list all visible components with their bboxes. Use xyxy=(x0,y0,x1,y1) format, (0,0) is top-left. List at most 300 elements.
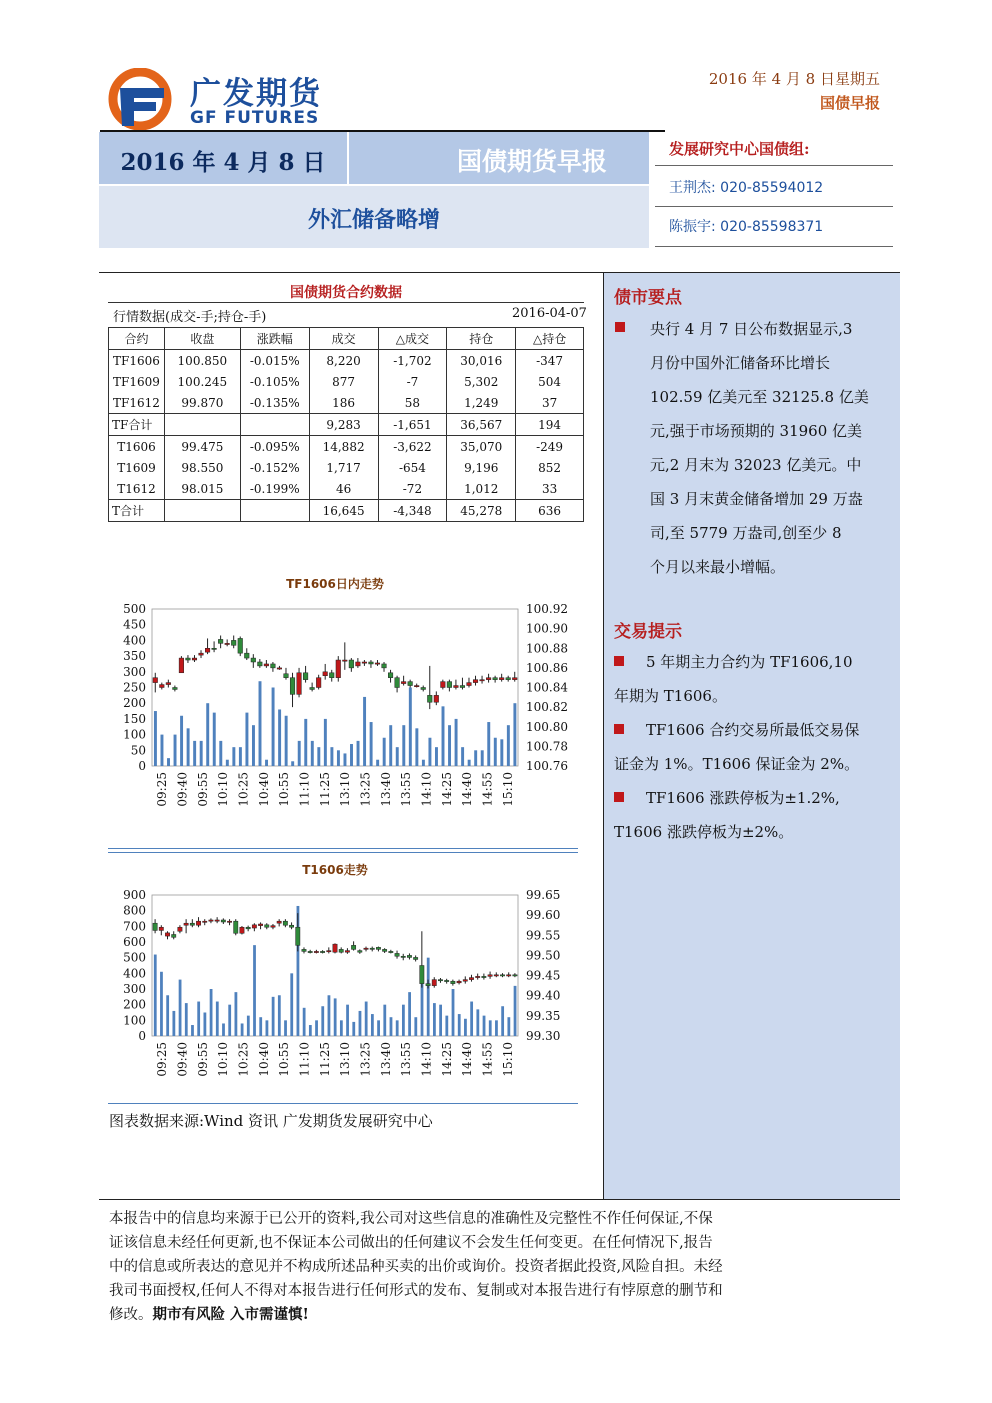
candle-up xyxy=(297,673,302,695)
tip-line: 证金为 1%。T1606 保证金为 2%。 xyxy=(614,755,860,773)
table-cell: 14,882 xyxy=(309,436,378,458)
y-right-tick: 99.60 xyxy=(526,908,561,923)
volume-bar xyxy=(203,1013,206,1037)
table-row xyxy=(109,392,584,414)
volume-bar xyxy=(219,741,222,766)
table-cell: TF合计 xyxy=(109,414,165,436)
table-cell: 16,645 xyxy=(309,500,378,522)
logo-en: GF FUTURES xyxy=(190,108,320,128)
volume-bar xyxy=(172,1011,175,1036)
table-cell: 35,070 xyxy=(447,436,516,458)
table-cell: 58 xyxy=(378,392,447,414)
volume-bar xyxy=(154,955,157,1036)
volume-bar xyxy=(501,1006,504,1036)
candle-down xyxy=(451,981,455,983)
volume-bar xyxy=(213,713,216,766)
table-cell: -0.095% xyxy=(240,436,309,458)
candle-up xyxy=(199,653,204,655)
candle-down xyxy=(283,921,287,925)
volume-bar xyxy=(180,716,183,766)
volume-bar xyxy=(304,719,307,766)
table-cell: -0.105% xyxy=(240,371,309,392)
table-row xyxy=(109,414,584,436)
volume-bar xyxy=(317,747,320,766)
volume-bar xyxy=(514,986,517,1036)
table-cell: -3,622 xyxy=(378,436,447,458)
candle-down xyxy=(426,984,430,986)
table-cell: -0.199% xyxy=(240,478,309,500)
tip-line xyxy=(614,713,896,747)
table-cell: 5,302 xyxy=(447,371,516,392)
table-cell: -0.015% xyxy=(240,350,309,372)
y-right-tick: 99.65 xyxy=(526,888,561,902)
volume-bar xyxy=(206,703,209,766)
volume-bar xyxy=(495,1020,498,1036)
x-tick: 13:25 xyxy=(358,772,373,807)
candle-up xyxy=(333,944,337,952)
volume-bar xyxy=(235,992,238,1036)
volume-bar xyxy=(376,760,379,766)
candle-up xyxy=(499,678,504,680)
table-title: 国债期货合约数据 xyxy=(290,285,402,301)
y-right-tick: 100.82 xyxy=(526,700,568,715)
chart1-frame xyxy=(108,566,578,834)
team-rule-1 xyxy=(655,165,893,166)
table-cell: 9,196 xyxy=(447,457,516,478)
x-tick: 09:40 xyxy=(175,772,190,807)
table-cell: 36,567 xyxy=(447,414,516,436)
header-date: 2016 年 4 月 8 日星期五 xyxy=(708,70,880,88)
candle-up xyxy=(166,683,171,685)
disclaimer-line: 我司书面授权,任何人不得对本报告进行任何形式的发布、复制或对本报告进行有悖原意的删节和 xyxy=(109,1283,723,1299)
tip-line: T1606 涨跌停板为±2%。 xyxy=(614,823,794,841)
table-wrap xyxy=(108,327,584,522)
candle-down xyxy=(460,686,465,688)
candle-down xyxy=(407,955,411,957)
volume-bar xyxy=(309,1025,312,1036)
y-right-tick: 99.35 xyxy=(526,1008,561,1023)
candle-up xyxy=(401,682,406,684)
candle-down xyxy=(376,947,380,949)
candle-down xyxy=(218,639,223,643)
banner-date: 2016 年 4 月 8 日 xyxy=(120,149,326,176)
x-tick: 10:55 xyxy=(277,772,292,807)
table-cell: 99.870 xyxy=(164,392,240,414)
volume-bar xyxy=(259,681,262,766)
volume-bar xyxy=(193,741,196,766)
volume-bar xyxy=(352,1022,355,1036)
volume-bar xyxy=(241,1023,244,1036)
volume-bar xyxy=(396,747,399,766)
table-row xyxy=(109,371,584,392)
y-right-tick: 100.78 xyxy=(526,739,568,754)
x-tick: 15:10 xyxy=(500,1042,515,1077)
x-tick: 11:25 xyxy=(317,772,332,807)
volume-bar xyxy=(428,738,431,766)
table-cell: 186 xyxy=(309,392,378,414)
candle-down xyxy=(413,957,417,959)
candle-down xyxy=(408,682,413,686)
y-right-tick: 99.55 xyxy=(526,928,561,943)
candle-up xyxy=(345,951,349,953)
volume-bar xyxy=(167,758,170,766)
table-header-cell: △成交 xyxy=(378,328,447,350)
candle-up xyxy=(277,668,282,669)
candle-up xyxy=(457,981,461,983)
volume-bar xyxy=(278,995,281,1036)
candle-up xyxy=(467,683,472,686)
x-tick: 11:10 xyxy=(297,772,312,807)
candle-down xyxy=(310,688,315,690)
table-row xyxy=(109,436,584,458)
candle-down xyxy=(482,976,486,977)
candle-down xyxy=(246,927,250,929)
candle-down xyxy=(444,980,448,981)
candle-down xyxy=(186,658,191,660)
team-rule-2 xyxy=(655,206,893,207)
table-cell: TF1606 xyxy=(109,350,165,372)
candle-down xyxy=(382,664,387,668)
volume-bar xyxy=(160,735,163,766)
candle-down xyxy=(290,678,295,695)
table-header-cell: △持仓 xyxy=(516,328,584,350)
banner-title: 国债期货早报 xyxy=(456,147,607,176)
volume-bar xyxy=(415,728,418,766)
candle-down xyxy=(303,673,308,680)
y-left-tick: 700 xyxy=(123,919,146,934)
volume-bar xyxy=(334,998,337,1036)
table-cell: 98.550 xyxy=(164,457,240,478)
volume-bar xyxy=(468,760,471,766)
table-cell: 33 xyxy=(516,478,584,500)
candle-down xyxy=(506,678,511,680)
candle-down xyxy=(172,934,176,937)
candle-up xyxy=(356,662,361,666)
candle-down xyxy=(351,945,355,949)
volume-bar xyxy=(435,747,438,766)
table-caption: 行情数据(成交-手;持仓-手) xyxy=(113,310,267,325)
candle-down xyxy=(369,662,374,664)
logo-cn: 广发期货 xyxy=(190,76,322,112)
candle-up xyxy=(476,976,480,977)
x-tick: 11:25 xyxy=(317,1042,332,1077)
x-tick: 14:25 xyxy=(439,772,454,807)
candle-up xyxy=(480,680,485,681)
table-title-rule xyxy=(108,302,584,303)
section1-bullet xyxy=(615,322,625,332)
volume-bar xyxy=(210,989,213,1036)
table-cell: 194 xyxy=(516,414,584,436)
y-right-tick: 100.80 xyxy=(526,719,568,734)
candle-down xyxy=(339,949,343,952)
volume-bar xyxy=(427,958,430,1036)
volume-bar xyxy=(239,747,242,766)
section1-body xyxy=(650,312,895,584)
volume-bar xyxy=(265,760,268,766)
table-cell: 852 xyxy=(516,457,584,478)
x-tick: 14:55 xyxy=(480,1042,495,1077)
table-row xyxy=(109,500,584,522)
banner-subtitle: 外汇储备略增 xyxy=(307,207,440,233)
volume-bar xyxy=(252,725,255,766)
volume-bar xyxy=(452,989,455,1036)
table-cell: T1606 xyxy=(109,436,165,458)
candle-down xyxy=(173,688,178,690)
volume-bar xyxy=(346,1005,349,1036)
table-cell: 1,249 xyxy=(447,392,516,414)
analyst-2: 陈振宇: 020-85598371 xyxy=(669,219,824,235)
candle-up xyxy=(441,682,446,688)
candle-down xyxy=(153,923,157,930)
volume-bar xyxy=(284,1020,287,1036)
y-left-tick: 800 xyxy=(123,903,146,918)
volume-bar xyxy=(272,688,275,767)
y-left-tick: 500 xyxy=(123,950,146,965)
x-tick: 09:25 xyxy=(155,772,170,807)
candle-up xyxy=(486,678,491,680)
volume-bar xyxy=(402,1005,405,1036)
x-tick: 10:10 xyxy=(216,1042,231,1077)
table-cell: 877 xyxy=(309,371,378,392)
volume-bar xyxy=(439,1005,442,1036)
candle-up xyxy=(215,920,219,921)
disclaimer-line: 本报告中的信息均来源于已公开的资料,我公司对这些信息的准确性及完整性不作任何保证,不保 xyxy=(109,1211,713,1227)
candle-up xyxy=(225,643,230,644)
y-right-tick: 100.76 xyxy=(526,759,568,773)
candle-down xyxy=(320,951,324,952)
candle-up xyxy=(196,921,200,925)
y-left-tick: 300 xyxy=(123,664,146,679)
y-left-tick: 250 xyxy=(123,680,146,695)
candle-down xyxy=(234,921,238,933)
candle-down xyxy=(382,949,386,951)
candle-up xyxy=(205,648,210,652)
header-report-type: 国债早报 xyxy=(819,94,880,112)
volume-bar xyxy=(448,725,451,766)
candle-up xyxy=(507,975,511,976)
disclaimer-line: 中的信息或所表达的意见并不构成所述品种买卖的出价或询价。投资者据此投资,风险自担。未经 xyxy=(109,1259,723,1275)
volume-bar xyxy=(445,1016,448,1036)
volume-bar xyxy=(464,1019,467,1036)
candle-up xyxy=(178,927,182,931)
bullet-icon xyxy=(614,792,624,802)
candle-down xyxy=(500,975,504,976)
volume-bar xyxy=(298,741,301,766)
x-tick: 10:10 xyxy=(216,772,231,807)
y-left-tick: 200 xyxy=(123,696,146,711)
y-right-tick: 100.84 xyxy=(526,680,568,695)
candle-up xyxy=(159,927,163,930)
tip-text: TF1606 合约交易所最低交易保 xyxy=(646,721,860,739)
volume-bar xyxy=(245,713,248,766)
volume-bar xyxy=(337,750,340,766)
y-left-tick: 900 xyxy=(123,888,146,902)
candle-up xyxy=(314,951,318,952)
volume-bar xyxy=(350,744,353,766)
volume-bar xyxy=(458,1014,461,1036)
y-right-tick: 100.90 xyxy=(526,621,568,636)
volume-bar xyxy=(216,1002,219,1036)
candle-down xyxy=(513,975,517,976)
tf1606-chart xyxy=(108,566,578,834)
volume-bar xyxy=(363,697,366,766)
table-cell: -72 xyxy=(378,478,447,500)
table-cell xyxy=(164,500,240,522)
section1-line: 元,强于市场预期的 31960 亿美 xyxy=(650,422,863,440)
table-cell: -347 xyxy=(516,350,584,372)
x-tick: 13:40 xyxy=(378,1042,393,1077)
volume-bar xyxy=(370,722,373,766)
candle-down xyxy=(244,653,249,658)
volume-bar xyxy=(179,980,182,1036)
y-left-tick: 50 xyxy=(130,743,146,758)
x-tick: 14:10 xyxy=(419,1042,434,1077)
y-left-tick: 100 xyxy=(123,727,146,742)
candle-down xyxy=(308,951,312,952)
tip-line xyxy=(614,781,896,815)
volume-bar xyxy=(470,1002,473,1036)
candle-down xyxy=(388,673,393,678)
volume-bar xyxy=(377,1020,380,1036)
table-header-cell: 涨跌幅 xyxy=(240,328,309,350)
candle-up xyxy=(434,695,439,702)
disclaimer-last-prefix: 修改。 xyxy=(109,1307,153,1323)
y-left-tick: 100 xyxy=(123,1013,146,1028)
volume-bar xyxy=(481,750,484,766)
y-left-tick: 0 xyxy=(138,759,146,773)
table-cell: 46 xyxy=(309,478,378,500)
table-cell: 8,220 xyxy=(309,350,378,372)
y-left-tick: 450 xyxy=(123,617,146,632)
candle-up xyxy=(240,927,244,933)
volume-bar xyxy=(487,722,490,766)
candle-down xyxy=(493,678,498,680)
analyst-1: 王荆杰: 020-85594012 xyxy=(669,180,824,196)
volume-bar xyxy=(408,992,411,1036)
y-left-tick: 0 xyxy=(138,1029,146,1043)
table-header-row xyxy=(109,328,584,350)
candle-down xyxy=(289,925,293,927)
table-header-cell: 持仓 xyxy=(447,328,516,350)
y-left-tick: 300 xyxy=(123,982,146,996)
candle-down xyxy=(427,695,432,702)
candle-down xyxy=(251,658,256,662)
table-cell: 636 xyxy=(516,500,584,522)
main-bottom-rule xyxy=(99,1199,900,1200)
disclaimer-line: 证该信息未经任何更新,也不保证本公司做出的任何建议不会发生任何变更。在任何情况下,报告 xyxy=(109,1235,713,1251)
volume-bar xyxy=(396,1020,399,1036)
table-cell: -249 xyxy=(516,436,584,458)
candle-up xyxy=(165,933,169,936)
x-tick: 13:25 xyxy=(358,1042,373,1077)
candle-down xyxy=(265,925,269,927)
candle-up xyxy=(277,921,281,923)
volume-bar xyxy=(330,747,333,766)
volume-bar xyxy=(311,741,314,766)
table-cell: 1,717 xyxy=(309,457,378,478)
candle-up xyxy=(153,678,158,683)
table-cell: 1,012 xyxy=(447,478,516,500)
x-tick: 14:10 xyxy=(419,772,434,807)
section1-line: 102.59 亿美元至 32125.8 亿美 xyxy=(650,388,869,406)
candle-up xyxy=(343,660,348,661)
x-tick: 09:55 xyxy=(195,1042,210,1077)
table-cell: 100.245 xyxy=(164,371,240,392)
volume-bar xyxy=(200,741,203,766)
candle-up xyxy=(179,658,184,673)
candle-up xyxy=(184,923,188,925)
table-cell: 37 xyxy=(516,392,584,414)
table-cell: -0.152% xyxy=(240,457,309,478)
table-header-cell: 合约 xyxy=(109,328,165,350)
y-right-tick: 99.50 xyxy=(526,948,561,963)
volume-bar xyxy=(507,725,510,766)
tip-text: 5 年期主力合约为 TF1606,10 xyxy=(646,653,853,671)
y-left-tick: 500 xyxy=(123,602,146,616)
table-cell: 30,016 xyxy=(447,350,516,372)
candle-down xyxy=(358,951,362,953)
x-tick: 14:40 xyxy=(460,772,475,807)
candle-down xyxy=(349,660,354,668)
volume-bar xyxy=(513,703,516,766)
x-tick: 13:55 xyxy=(399,1042,414,1077)
volume-bar xyxy=(191,1025,194,1036)
volume-bar xyxy=(494,738,497,766)
y-right-tick: 100.92 xyxy=(526,602,568,616)
table-cell: T合计 xyxy=(109,500,165,522)
table-cell: 45,278 xyxy=(447,500,516,522)
bullet-icon xyxy=(614,656,624,666)
candle-up xyxy=(375,663,380,664)
volume-bar xyxy=(291,761,294,766)
volume-bar xyxy=(154,711,157,766)
tip-text: TF1606 涨跌停板为±1.2%, xyxy=(646,789,840,807)
disclaimer xyxy=(109,1207,869,1327)
x-tick: 13:55 xyxy=(399,772,414,807)
table-date: 2016-04-07 xyxy=(512,306,587,321)
x-tick: 13:10 xyxy=(338,772,353,807)
volume-bar xyxy=(259,1017,262,1036)
candle-down xyxy=(221,920,225,922)
candle-down xyxy=(395,678,400,688)
bullet-icon xyxy=(614,724,624,734)
section1-line: 月份中国外汇储备环比增长 xyxy=(650,354,831,372)
candle-down xyxy=(258,662,263,666)
section1-line: 国 3 月末黄金储备增加 29 万盎 xyxy=(650,490,863,508)
x-tick: 14:40 xyxy=(460,1042,475,1077)
volume-bar xyxy=(290,973,293,1036)
candle-up xyxy=(209,920,213,921)
table-cell xyxy=(164,414,240,436)
volume-bar xyxy=(321,1006,324,1036)
x-tick: 14:25 xyxy=(439,1042,454,1077)
candle-up xyxy=(432,980,436,986)
volume-bar xyxy=(232,747,235,766)
volume-bar xyxy=(285,716,288,766)
x-tick: 10:55 xyxy=(277,1042,292,1077)
candle-down xyxy=(296,927,300,945)
volume-bar xyxy=(340,1020,343,1036)
candle-down xyxy=(190,923,194,925)
candle-up xyxy=(192,658,197,660)
volume-bar xyxy=(266,1020,269,1036)
candle-down xyxy=(420,966,424,984)
x-tick: 09:40 xyxy=(175,1042,190,1077)
volume-bar xyxy=(409,688,412,767)
table-cell: TF1612 xyxy=(109,392,165,414)
volume-bar xyxy=(226,760,229,766)
volume-bar xyxy=(247,1016,250,1036)
